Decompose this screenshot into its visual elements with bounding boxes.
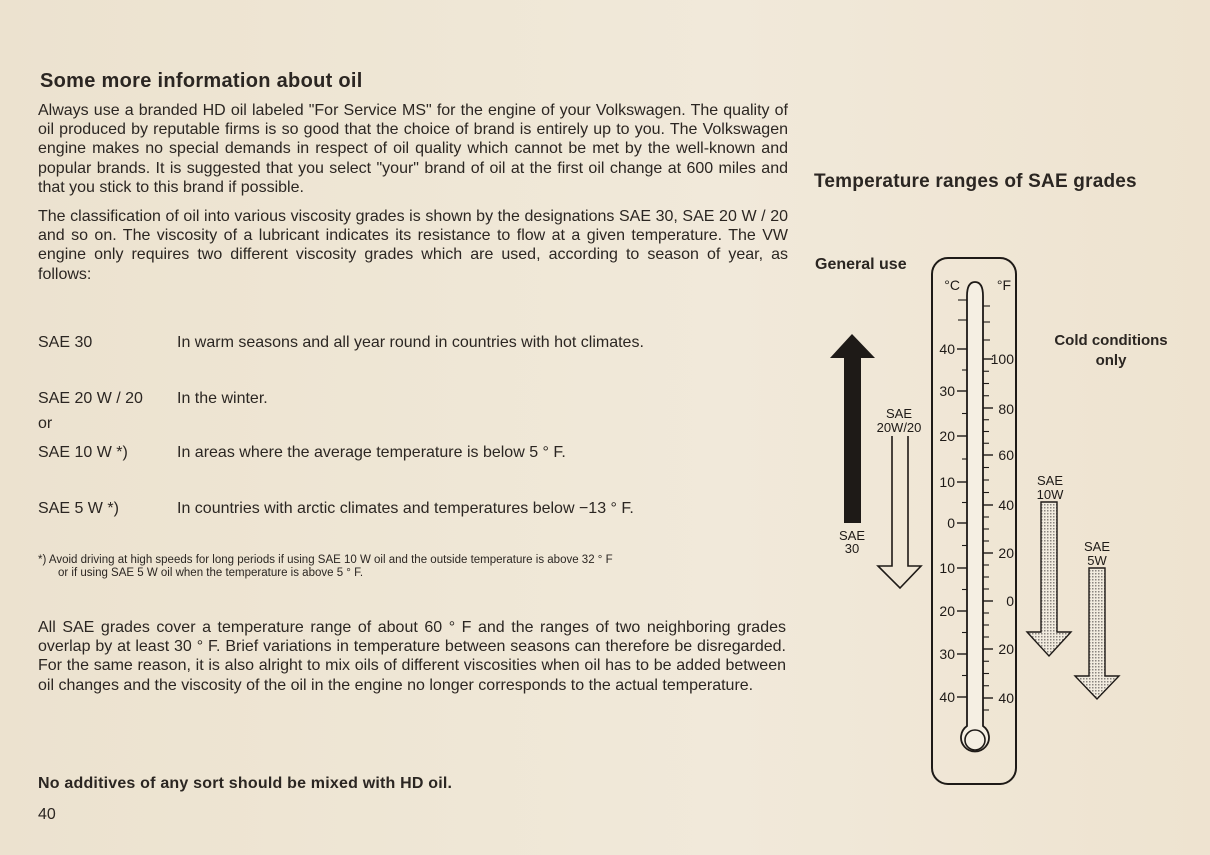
fahrenheit-label: 80 [998, 401, 1014, 417]
celsius-label: 10 [939, 560, 955, 576]
celsius-label: 10 [939, 474, 955, 490]
sae5w-range-arrow [1075, 568, 1119, 699]
grade-description: In areas where the average temperature is below 5 ° F. [177, 444, 566, 461]
sae10w-label: SAE [1036, 473, 1064, 488]
additives-warning: No additives of any sort should be mixed with HD oil. [38, 775, 453, 792]
celsius-unit: °C [944, 277, 960, 293]
cold-conditions-line: Cold conditions [1054, 332, 1168, 349]
grade-connector: or [38, 415, 53, 432]
celsius-label: 30 [939, 646, 955, 662]
fahrenheit-label: 20 [998, 545, 1014, 561]
grade-name: SAE 5 W *) [38, 500, 119, 517]
grade-description: In the winter. [177, 390, 268, 407]
fahrenheit-label: 40 [998, 690, 1014, 706]
sae20w20-label: SAE [885, 406, 913, 421]
sae30-arrow-head [830, 334, 875, 358]
sae10w-arrow-shape [1027, 502, 1071, 656]
footnote-line: *) Avoid driving at high speeds for long periods if using SAE 10 W oil and the outside temperature is above 32 ° F [38, 554, 613, 566]
paragraph-viscosity: The classification of oil into various viscosity grades is shown by the designations SAE 30, SAE 20 W / 20 and so on. The viscosity of a lubricant indicates its resistance to flow at a given temperature. The VW engine only requires two different viscosity grades which are used, according to season of year, as follows: [38, 208, 788, 283]
paragraph-oil-brand: Always use a branded HD oil labeled "For Service MS" for the engine of your Volkswagen. The quality of oil produced by reputable firms is so good that the choice of brand is entirely up to you. The Volkswagen engine makes no special demands in respect of oil quality which cannot be met by the well-known and popular brands. It is suggested that you select "your" brand of oil at the first oil change at 600 miles and that you stick to this brand if possible. [38, 102, 788, 196]
fahrenheit-label: 0 [1006, 593, 1014, 609]
grade-description: In countries with arctic climates and temperatures below −13 ° F. [177, 500, 634, 517]
grade-name: SAE 30 [38, 334, 93, 351]
celsius-label: 40 [939, 689, 955, 705]
celsius-label: 40 [939, 341, 955, 357]
diagram-title: Temperature ranges of SAE grades [814, 171, 1137, 192]
sae5w-arrow-shape [1075, 568, 1119, 699]
sae10w-range-arrow [1027, 502, 1071, 656]
grade-name: SAE 10 W *) [38, 444, 128, 461]
fahrenheit-label: 20 [998, 641, 1014, 657]
paragraph-grade-ranges: All SAE grades cover a temperature range of about 60 ° F and the ranges of two neighboring grades overlap by at least 30 ° F. Brief variations in temperature between seasons can therefore be disregarded. For the same reason, it is also alright to mix oils of different viscosities when oil has to be added between oil changes and the viscosity of the oil in the engine no longer corresponds to the actual temperature. [38, 619, 786, 694]
grade-description: In warm seasons and all year round in countries with hot climates. [177, 334, 644, 351]
sae5w-label: SAE [1083, 539, 1111, 554]
section-heading: Some more information about oil [40, 70, 363, 92]
sae20w20-range-arrow [878, 436, 921, 588]
sae30-label: SAE [838, 528, 866, 543]
sae30-arrow-shaft [844, 355, 861, 523]
page-number: 40 [38, 806, 56, 823]
general-use-label: General use [815, 256, 907, 273]
sae10w-label: 10W [1036, 487, 1064, 502]
celsius-label: 30 [939, 383, 955, 399]
sae20w20-arrow-outline [878, 436, 921, 588]
celsius-label: 0 [947, 515, 955, 531]
grade-name: SAE 20 W / 20 [38, 390, 143, 407]
celsius-label: 20 [939, 428, 955, 444]
sae20w20-label: 20W/20 [876, 420, 922, 435]
fahrenheit-label: 100 [990, 351, 1014, 367]
celsius-label: 20 [939, 603, 955, 619]
sae30-range-arrow [830, 334, 875, 523]
fahrenheit-label: 40 [998, 497, 1014, 513]
thermometer-bulb [965, 730, 985, 750]
footnote-line: or if using SAE 5 W oil when the temperature is above 5 ° F. [58, 567, 364, 579]
cold-conditions-line: only [1095, 352, 1127, 369]
sae30-label: 30 [844, 541, 860, 556]
fahrenheit-unit: °F [996, 277, 1011, 293]
fahrenheit-label: 60 [998, 447, 1014, 463]
sae5w-label: 5W [1087, 553, 1107, 568]
